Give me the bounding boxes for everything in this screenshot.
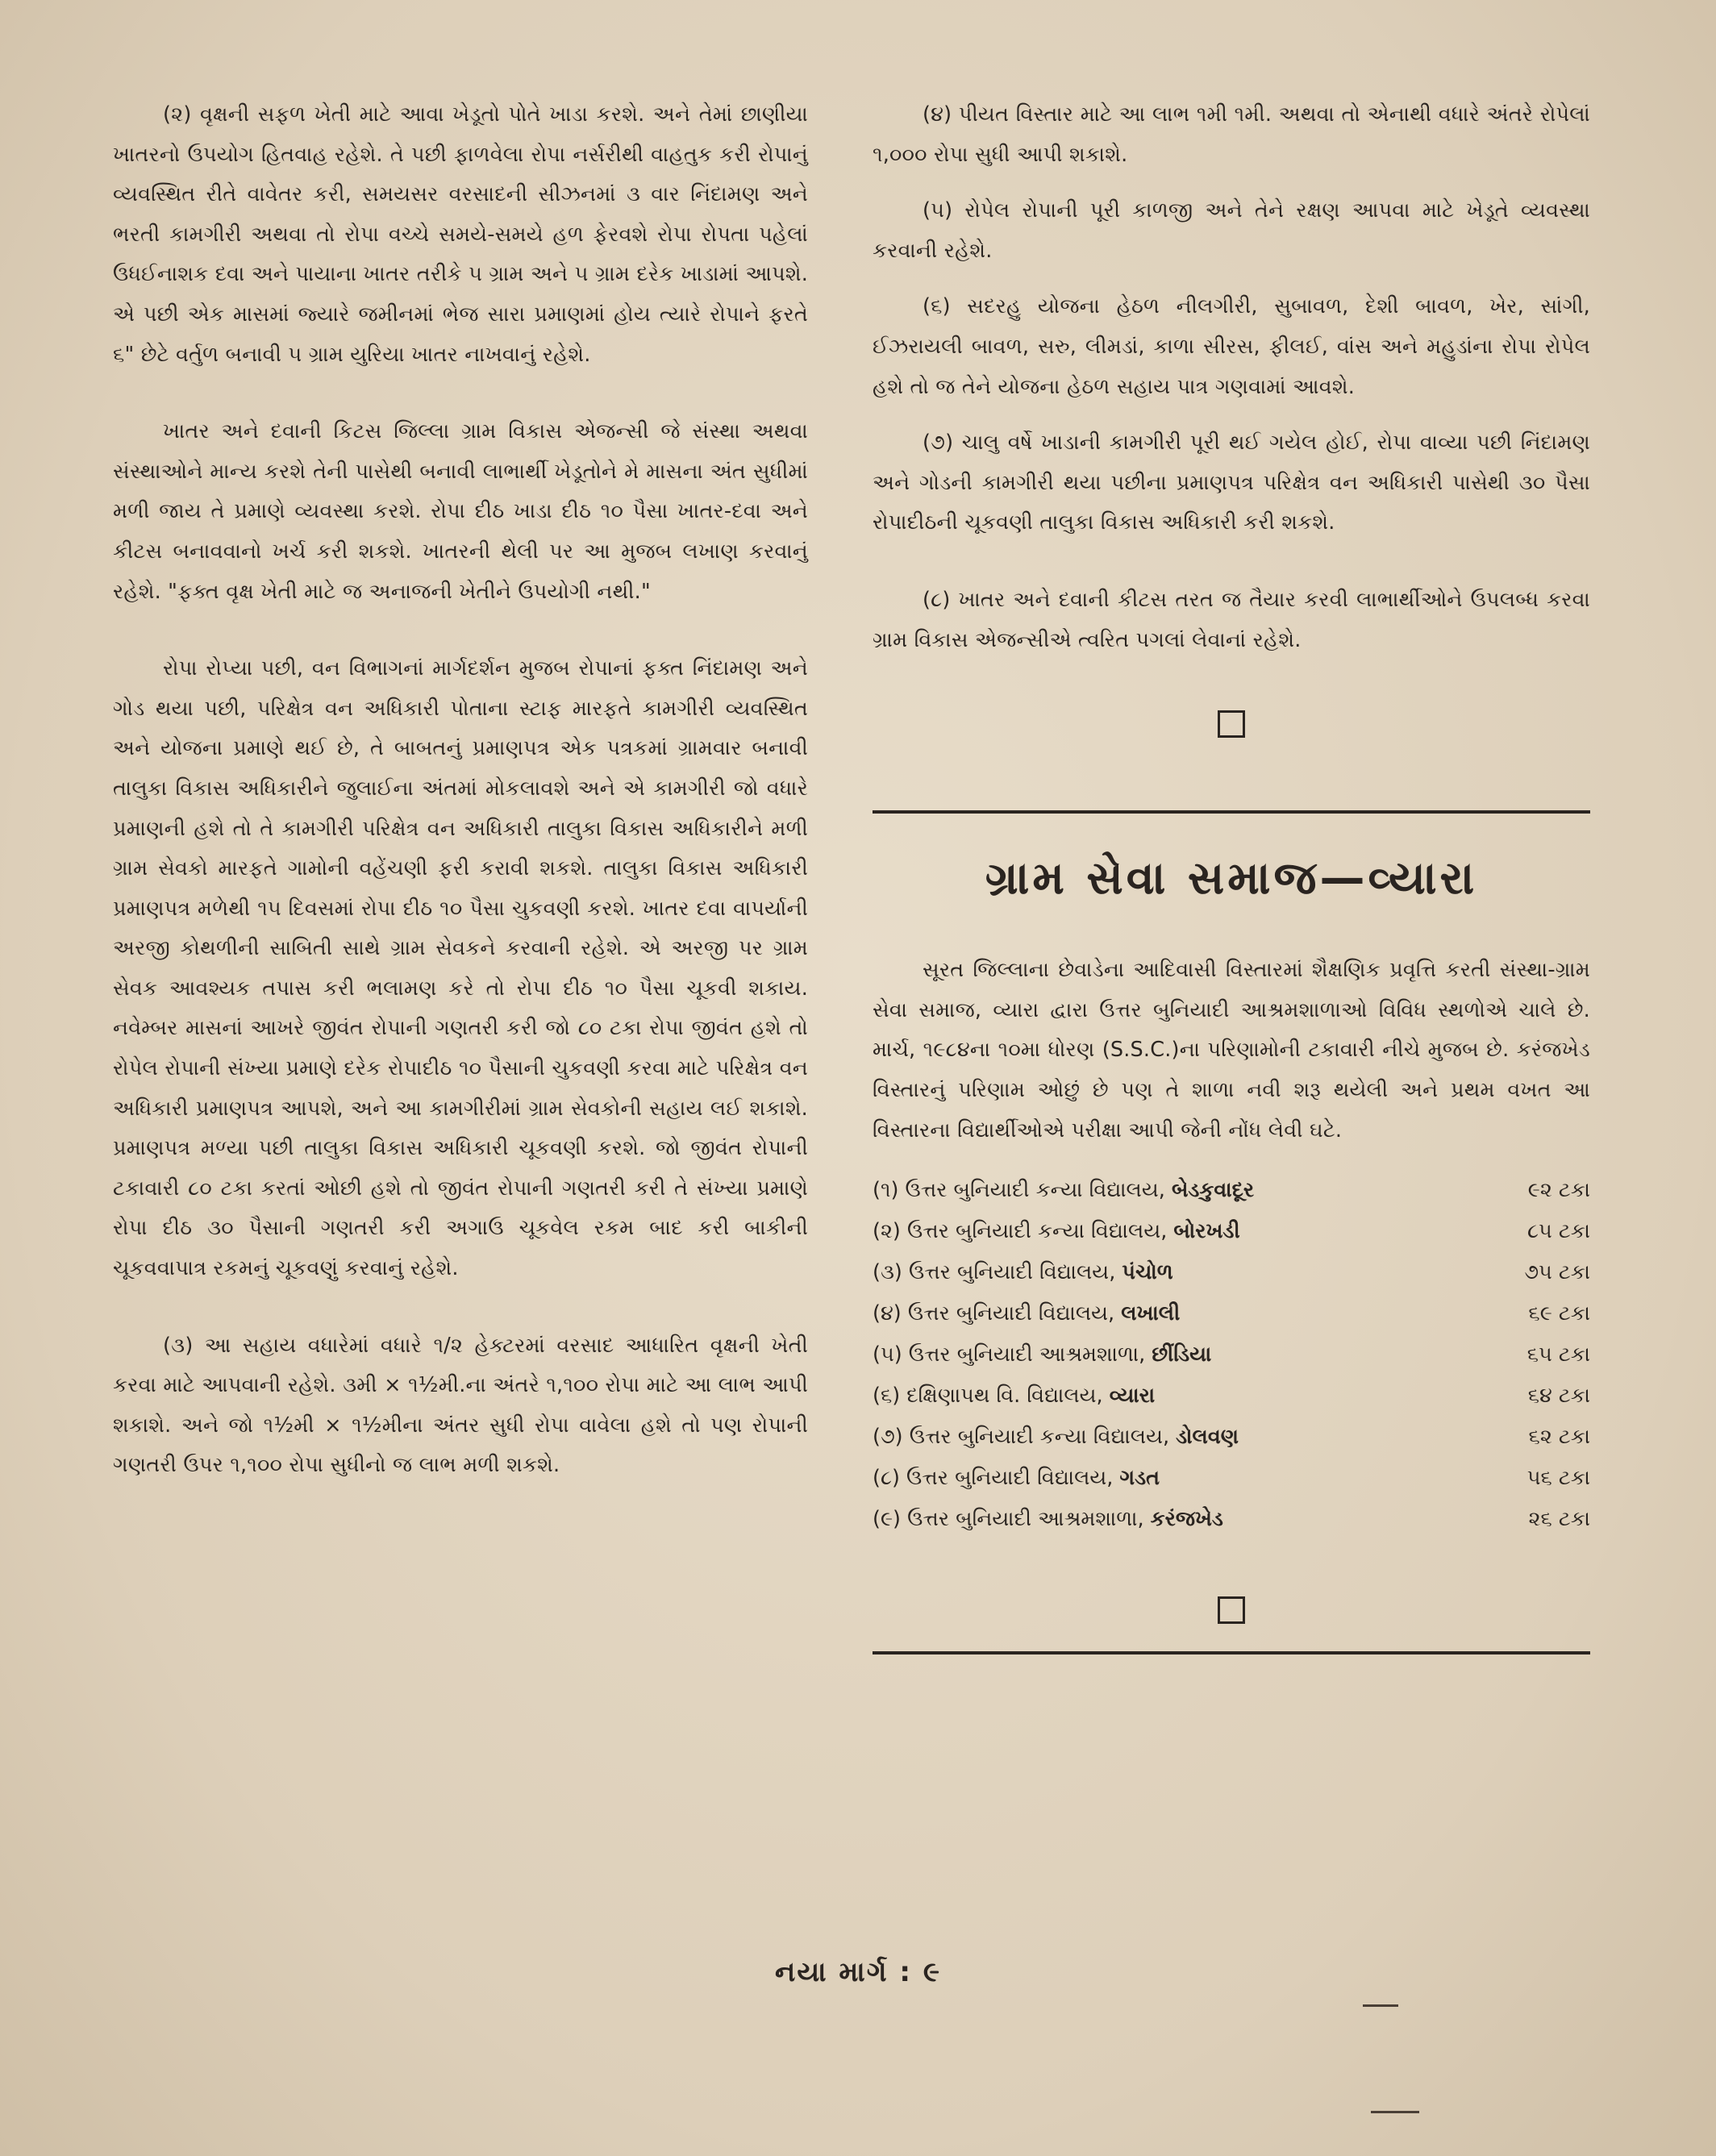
page-footer: નયા માર્ગ : ૯ bbox=[775, 1956, 941, 1988]
paragraph-plantation-3: (૩) આ સહાય વધારેમાં વધારે ૧/૨ હેક્ટરમાં વરસાદ આધારિત વૃક્ષની ખેતી કરવા માટે આપવાની રહેશે. ૩મી × ૧½મી.ના અંતરે ૧,૧૦૦ રોપા માટે આ લાભ આપી શકાશે. અને જો ૧½મી × ૧½મીના અંતર સુધી રોપા વાવેલા હશે તો પણ રોપાની ગણતરી ઉપર ૧,૧૦૦ રોપા સુધીનો જ લાભ મળી શકશે. bbox=[113, 1333, 808, 1478]
results-list bbox=[873, 1170, 1590, 1540]
section-title: ગ્રામ સેવા સમાજ—વ્યારા bbox=[985, 852, 1478, 905]
paragraph-intro: સૂરત જિલ્લાના છેવાડેના આદિવાસી વિસ્તારમાં શૈક્ષણિક પ્રવૃત્તિ કરતી સંસ્થા-ગ્રામ સેવા સમાજ, વ્યારા દ્વારા ઉત્તર બુનિયાદી આશ્રમશાળાઓ વિવિધ સ્થળોએ ચાલે છે. માર્ચ, ૧૯૮૪ના ૧૦મા ધોરણ (S.S.C.)ના પરિણામોની ટકાવારી નીચે મુજબ છે. કરંજખેડ વિસ્તારનું પરિણામ ઓછું છે પણ તે શાળા નવી શરૂ થયેલી અને પ્રથમ વખત આ વિસ્તારના વિદ્યાર્થીઓએ પરીક્ષા આપી જેની નોંધ લેવી ઘટે. bbox=[873, 958, 1590, 1143]
paragraph-fertilizer-kits: ખાતર અને દવાની કિટસ જિલ્લા ગ્રામ વિકાસ એજન્સી જે સંસ્થા અથવા સંસ્થાઓને માન્ય કરશે તેની પાસેથી બનાવી લાભાર્થી ખેડૂતોને મે માસના અંત સુધીમાં મળી જાય તે પ્રમાણે વ્યવસ્થા કરશે. રોપા દીઠ ખાડા દીઠ ૧૦ પૈસા ખાતર-દવા અને કીટસ બનાવવાનો ખર્ચ કરી શકશે. ખાતરની થેલી પર આ મુજબ લખાણ કરવાનું રહેશે. "ફક્ત વૃક્ષ ખેતી માટે જ અનાજની ખેતીને ઉપયોગી નથી." bbox=[113, 419, 808, 604]
section-end-box-icon bbox=[1218, 710, 1245, 738]
result-row: (૬) દક્ષિણાપથ વિ. વિદ્યાલય, વ્યારા ૬૪ ટકા bbox=[873, 1384, 1590, 1409]
margin-mark bbox=[1363, 2004, 1398, 2007]
result-row: (૪) ઉત્તર બુનિયાદી વિદ્યાલય, લખાલી ૬૯ ટકા bbox=[873, 1301, 1590, 1326]
result-row: (૩) ઉત્તર બુનિયાદી વિદ્યાલય, પંચોળ ૭૫ ટકા bbox=[873, 1260, 1590, 1285]
right-column bbox=[873, 95, 1590, 1654]
margin-mark bbox=[1371, 2111, 1419, 2113]
result-row: (૯) ઉત્તર બુનિયાદી આશ્રમશાળા, કરંજખેડ ૨૬ ટકા bbox=[873, 1507, 1590, 1532]
result-row: (૧) ઉત્તર બુનિયાદી કન્યા વિદ્યાલય, બેડકુવાદૂર ૯૨ ટકા bbox=[873, 1178, 1590, 1203]
paragraph-plantation-5: (૫) રોપેલ રોપાની પૂરી કાળજી અને તેને રક્ષણ આપવા માટે ખેડૂતે વ્યવસ્થા કરવાની રહેશે. bbox=[873, 198, 1590, 263]
result-row: (૨) ઉત્તર બુનિયાદી કન્યા વિદ્યાલય, બોરખડી ૮૫ ટકા bbox=[873, 1219, 1590, 1244]
result-row: (૫) ઉત્તર બુનિયાદી આશ્રમશાળા, છીંડિયા ૬૫ ટકા bbox=[873, 1342, 1590, 1367]
paragraph-certification: રોપા રોપ્યા પછી, વન વિભાગનાં માર્ગદર્શન મુજબ રોપાનાં ફક્ત નિંદામણ અને ગોડ થયા પછી, પરિક્ષેત્ર વન અધિકારી પોતાના સ્ટાફ મારફતે કામગીરી વ્યવસ્થિત અને યોજના પ્રમાણે થઈ છે, તે બાબતનું પ્રમાણપત્ર એક પત્રકમાં ગ્રામવાર બનાવી તાલુકા વિકાસ અધિકારીને જુલાઈના અંતમાં મોકલાવશે અને એ કામગીરી જો વધારે પ્રમાણની હશે તો તે કામગીરી પરિક્ષેત્ર વન અધિકારી તાલુકા વિકાસ અધિકારીને મળી ગ્રામ સેવકો મારફતે ગામોની વહેંચણી ફરી કરાવી શકશે. તાલુકા વિકાસ અધિકારી પ્રમાણપત્ર મળેથી ૧૫ દિવસમાં રોપા દીઠ ૧૦ પૈસા ચુકવણી કરશે. ખાતર દવા વાપર્યાની અરજી કોથળીની સાબિતી સાથે ગ્રામ સેવકને કરવાની રહેશે. એ અરજી પર ગ્રામ સેવક આવશ્યક તપાસ કરી ભલામણ કરે તો રોપા દીઠ ૧૦ પૈસા ચૂકવી શકાય. નવેમ્બર માસનાં આખરે જીવંત રોપાની ગણતરી કરી જો ૮૦ ટકા રોપા જીવંત હશે તો રોપેલ રોપાની સંખ્યા પ્રમાણે દરેક રોપાદીઠ ૧૦ પૈસાની ચુકવણી કરવા માટે પરિક્ષેત્ર વન અધિકારી પ્રમાણપત્ર આપશે, અને આ કામગીરીમાં ગ્રામ સેવકોની સહાય લઈ શકાશે. પ્રમાણપત્ર મળ્યા પછી તાલુકા વિકાસ અધિકારી ચૂકવણી કરશે. જો જીવંત રોપાની ટકાવારી ૮૦ ટકા કરતાં ઓછી હશે તો જીવંત રોપાની ગણતરી કરી તે સંખ્યા પ્રમાણે રોપા દીઠ ૩૦ પૈસાની ગણતરી કરી અગાઉ ચૂકવેલ રકમ બાદ કરી બાકીની ચૂકવવાપાત્ર રકમનું ચૂકવણું કરવાનું રહેશે. bbox=[113, 656, 808, 1281]
bottom-divider bbox=[873, 1651, 1590, 1654]
result-row: (૮) ઉત્તર બુનિયાદી વિદ્યાલય, ગડત ૫૬ ટકા bbox=[873, 1466, 1590, 1491]
paragraph-plantation-8: (૮) ખાતર અને દવાની કીટસ તરત જ તૈયાર કરવી લાભાર્થીઓને ઉપલબ્ધ કરવા ગ્રામ વિકાસ એજન્સીએ ત્વરિત પગલાં લેવાનાં રહેશે. bbox=[873, 587, 1590, 652]
paragraph-plantation-6: (૬) સદરહુ યોજના હેઠળ નીલગીરી, સુબાવળ, દેશી બાવળ, ખેર, સાંગી, ઈઝરાયલી બાવળ, સરુ, લીમડાં, કાળા સીરસ, ફીલઈ, વાંસ અને મહુડાંના રોપા રોપેલ હશે તો જ તેને યોજના હેઠળ સહાય પાત્ર ગણવામાં આવશે. bbox=[873, 294, 1590, 399]
left-column bbox=[113, 95, 808, 1486]
paragraph-plantation-4: (૪) પીયત વિસ્તાર માટે આ લાભ ૧મી ૧મી. અથવા તો એનાથી વધારે અંતરે રોપેલાં ૧,૦૦૦ રોપા સુધી આપી શકાશે. bbox=[873, 102, 1590, 167]
paragraph-plantation-2: (૨) વૃક્ષની સફળ ખેતી માટે આવા ખેડૂતો પોતે ખાડા કરશે. અને તેમાં છાણીયા ખાતરનો ઉપયોગ હિતવાહ રહેશે. તે પછી ફાળવેલા રોપા નર્સરીથી વાહતુક કરી રોપાનું વ્યવસ્થિત રીતે વાવેતર કરી, સમયસર વરસાદની સીઝનમાં ૩ વાર નિંદામણ અને ભરતી કામગીરી અથવા તો રોપા વચ્ચે સમયે-સમયે હળ ફેરવશે રોપા રોપતા પહેલાં ઉધઈનાશક દવા અને પાયાના ખાતર તરીકે ૫ ગ્રામ અને ૫ ગ્રામ દરેક ખાડામાં આપશે. એ પછી એક માસમાં જ્યારે જમીનમાં ભેજ સારા પ્રમાણમાં હોય ત્યારે રોપાને ફરતે ૬" છેટે વર્તુળ બનાવી ૫ ગ્રામ યુરિયા ખાતર નાખવાનું રહેશે. bbox=[113, 102, 808, 367]
paragraph-plantation-7: (૭) ચાલુ વર્ષે ખાડાની કામગીરી પૂરી થઈ ગયેલ હોઈ, રોપા વાવ્યા પછી નિંદામણ અને ગોડની કામગીરી થયા પછીના પ્રમાણપત્ર પરિક્ષેત્ર વન અધિકારી પાસેથી ૩૦ પૈસા રોપાદીઠની ચૂકવણી તાલુકા વિકાસ અધિકારી કરી શકશે. bbox=[873, 431, 1590, 535]
section-end-box-icon bbox=[1218, 1596, 1245, 1624]
result-row: (૭) ઉત્તર બુનિયાદી કન્યા વિદ્યાલય, ડોલવણ ૬૨ ટકા bbox=[873, 1425, 1590, 1450]
